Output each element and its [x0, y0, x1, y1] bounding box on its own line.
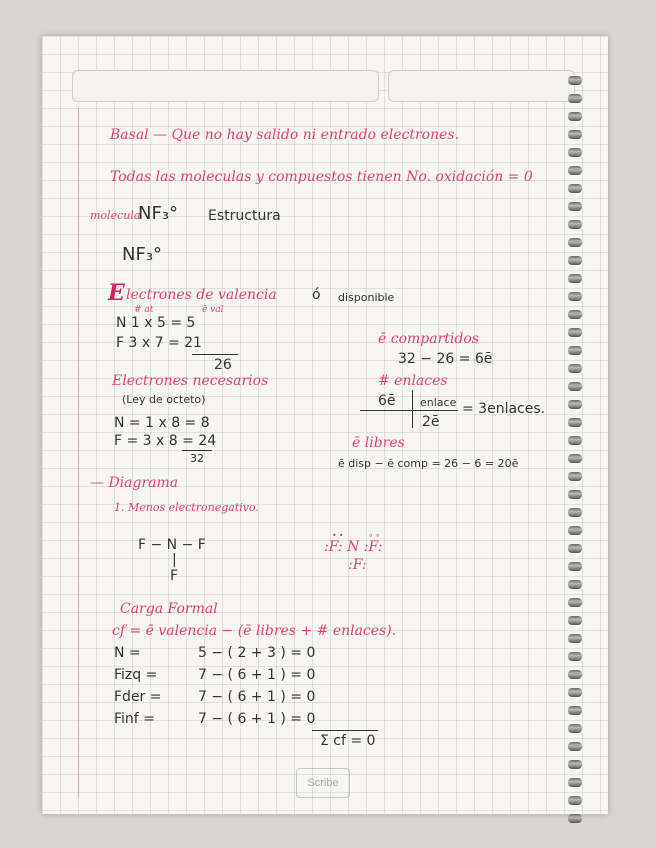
- spiral-ring: [568, 670, 582, 679]
- spiral-binding: [568, 76, 588, 846]
- free-title: ē libres: [352, 435, 405, 451]
- spiral-ring: [568, 562, 582, 571]
- atom-count-header: # at: [134, 305, 154, 315]
- spiral-ring: [568, 490, 582, 499]
- free-calc: ē disp − ē comp = 26 − 6 = 20ē: [338, 457, 519, 470]
- formula-nf3: NF₃°: [122, 244, 163, 265]
- spiral-ring: [568, 508, 582, 517]
- nitrogen-needed: N = 1 x 8 = 8: [114, 415, 210, 431]
- lewis-structure-bottom: :F:: [348, 557, 367, 573]
- valence-initial: E: [108, 280, 125, 306]
- spiral-ring: [568, 472, 582, 481]
- shared-calc: 32 − 26 = 6ē: [398, 351, 493, 367]
- spiral-ring: [568, 130, 582, 139]
- structure-row: F − N − F: [138, 537, 206, 553]
- spiral-ring: [568, 148, 582, 157]
- lewis-dots-top: •• ∘∘: [332, 531, 383, 540]
- total-32: 32: [190, 452, 204, 465]
- molecule-formula: NF₃°: [138, 203, 179, 224]
- cf-nitrogen-values: 5 − ( 2 + 3 ) = 0: [198, 645, 316, 661]
- spiral-ring: [568, 436, 582, 445]
- notebook-page: [42, 36, 608, 814]
- structure-bottom-f: F: [170, 568, 179, 584]
- spiral-ring: [568, 94, 582, 103]
- spiral-ring: [568, 418, 582, 427]
- valence-available: disponible: [338, 291, 395, 304]
- bonds-result: = 3enlaces.: [462, 401, 546, 417]
- octet-rule: (Ley de octeto): [122, 393, 206, 406]
- spiral-ring: [568, 364, 582, 373]
- spiral-ring: [568, 202, 582, 211]
- spiral-ring: [568, 400, 582, 409]
- spiral-ring: [568, 274, 582, 283]
- fluorine-needed: F = 3 x 8 = 24: [114, 433, 217, 449]
- spiral-ring: [568, 616, 582, 625]
- formal-charge-title: Carga Formal: [120, 601, 218, 617]
- cf-f-right-values: 7 − ( 6 + 1 ) = 0: [198, 689, 316, 705]
- spiral-ring: [568, 760, 582, 769]
- spiral-ring: [568, 742, 582, 751]
- lewis-structure-top: :F: N :F:: [324, 539, 383, 555]
- header-box-right: [388, 70, 575, 102]
- cf-f-right-label: Fder =: [114, 689, 162, 705]
- spiral-ring: [568, 382, 582, 391]
- notebook-brand-logo: Scribe: [296, 768, 350, 798]
- sum-line-26: [192, 354, 238, 355]
- spiral-ring: [568, 796, 582, 805]
- spiral-ring: [568, 634, 582, 643]
- molecule-label: molecula: [90, 209, 141, 222]
- sum-line-32: [182, 450, 212, 451]
- shared-title: ē compartidos: [378, 331, 479, 347]
- bonds-numerator: 6ē: [378, 393, 396, 409]
- total-26: 26: [214, 357, 232, 373]
- spiral-ring: [568, 184, 582, 193]
- diagram-title: — Diagrama: [90, 475, 179, 491]
- fluorine-row: F 3 x 7 = 21: [116, 335, 202, 351]
- spiral-ring: [568, 310, 582, 319]
- cf-nitrogen-label: N =: [114, 645, 141, 661]
- needed-title: Electrones necesarios: [112, 373, 269, 389]
- spiral-ring: [568, 814, 582, 823]
- bonds-fraction-line: [360, 410, 458, 411]
- spiral-ring: [568, 526, 582, 535]
- structure-bond: |: [172, 552, 177, 568]
- spiral-ring: [568, 112, 582, 121]
- spiral-ring: [568, 724, 582, 733]
- valence-or: ó: [312, 287, 321, 303]
- spiral-ring: [568, 706, 582, 715]
- spiral-ring: [568, 454, 582, 463]
- cf-f-left-label: Fizq =: [114, 667, 158, 683]
- bonds-per-bond: enlace: [420, 396, 457, 409]
- spiral-ring: [568, 238, 582, 247]
- cf-f-bottom-values: 7 − ( 6 + 1 ) = 0: [198, 711, 316, 727]
- formal-charge-formula: cf = ē valencia − (ē libres + # enlaces).: [112, 623, 397, 639]
- spiral-ring: [568, 580, 582, 589]
- bonds-divider: [412, 390, 413, 428]
- basal-line: Basal — Que no hay salido ni entrado electrones.: [110, 127, 460, 143]
- cf-f-left-values: 7 − ( 6 + 1 ) = 0: [198, 667, 316, 683]
- cf-f-bottom-label: Finf =: [114, 711, 155, 727]
- step-least-electronegative: 1. Menos electronegativo.: [114, 501, 259, 514]
- spiral-ring: [568, 688, 582, 697]
- valence-title: lectrones de valencia: [126, 287, 277, 303]
- structure-label: Estructura: [208, 208, 281, 224]
- spiral-ring: [568, 328, 582, 337]
- oxidation-line: Todas las moleculas y compuestos tienen No. oxidación = 0: [110, 169, 533, 185]
- bonds-title: # enlaces: [378, 373, 448, 389]
- spiral-ring: [568, 652, 582, 661]
- cf-sum-line: [312, 730, 378, 731]
- margin-line: [78, 108, 79, 798]
- spiral-ring: [568, 778, 582, 787]
- spiral-ring: [568, 292, 582, 301]
- spiral-ring: [568, 598, 582, 607]
- nitrogen-row: N 1 x 5 = 5: [116, 315, 196, 331]
- spiral-ring: [568, 166, 582, 175]
- spiral-ring: [568, 256, 582, 265]
- valence-header: ē val: [202, 305, 224, 315]
- header-box-left: [72, 70, 379, 102]
- spiral-ring: [568, 76, 582, 85]
- spiral-ring: [568, 220, 582, 229]
- spiral-ring: [568, 346, 582, 355]
- spiral-ring: [568, 544, 582, 553]
- bonds-denominator: 2ē: [422, 414, 440, 430]
- cf-sum: Σ cf = 0: [320, 733, 376, 749]
